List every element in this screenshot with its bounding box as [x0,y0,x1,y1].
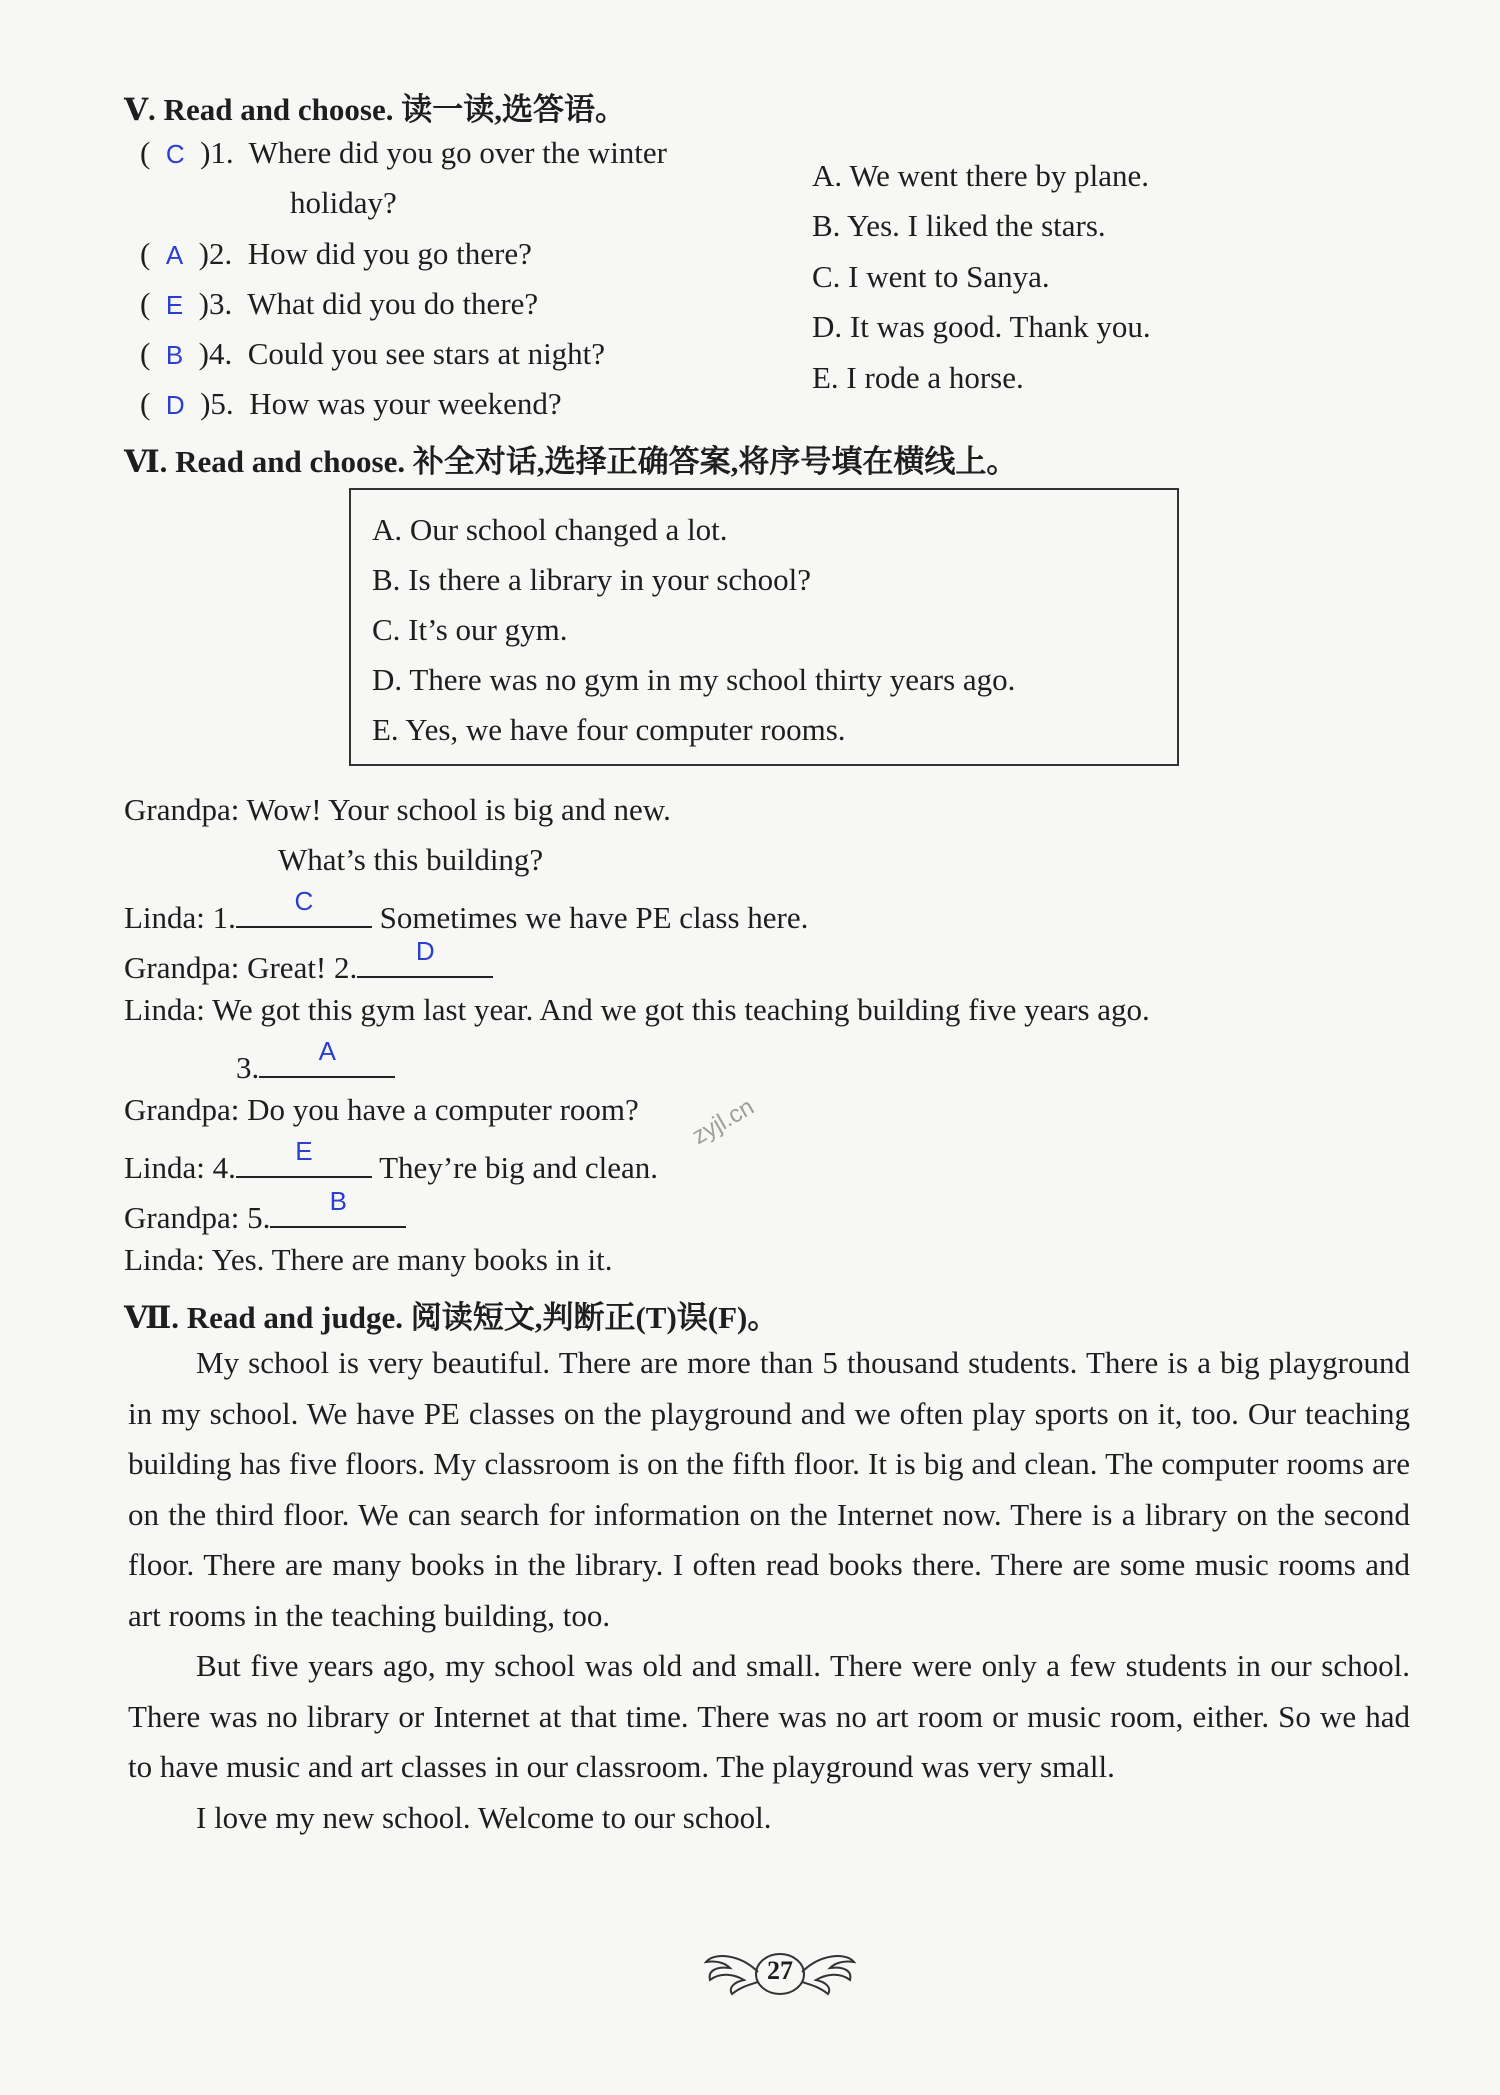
option-a: A. We went there by plane. [812,158,1149,193]
question-4: ( B )4. Could you see stars at night? [140,336,606,371]
option-e: E. I rode a horse. [812,360,1024,395]
q4-number: )4. [198,336,233,371]
speaker-linda: Linda: [124,1150,205,1185]
passage-paragraph-1: My school is very beautiful. There are more than 5 thousand students. There is a big playground in my school. We have PE classes on the playground and we often play sports on it, too. Our teaching building has five floors. My classroom is on the fifth floor. It is big and clean. The computer rooms are on the third floor. We can search for information on the Internet now. There is a library on the second floor. There are many books in the library. I often read books there. There are some music rooms and art rooms in the teaching building, too. [128,1345,1410,1633]
answer-q2: A [165,240,184,270]
speaker-linda: Linda: [124,992,205,1027]
reading-passage [128,1338,1410,1843]
blank-number: 5. [247,1200,271,1235]
dialogue-line-8 [124,1136,658,1186]
speaker-grandpa: Grandpa: [124,1092,240,1127]
page-number: 27 [767,1956,793,1985]
answer-blank-4[interactable] [236,1136,372,1178]
option-d: D. It was good. Thank you. [812,309,1151,344]
option-b: B. Yes. I liked the stars. [812,208,1106,243]
answer-3: A [318,1036,336,1066]
question-5: ( D )5. How was your weekend? [140,386,562,421]
answer-blank-5[interactable] [270,1186,406,1228]
question-1: ( C )1. Where did you go over the winter [140,135,668,170]
answer-q4: B [165,340,184,370]
q2-text: How did you go there? [247,236,532,271]
passage-paragraph-2: But five years ago, my school was old and small. There were only a few students in our school. There was no library or Internet at that time. There was no art room or music room, either. So we had to have music and art classes in our classroom. The playground was very small. [128,1648,1410,1784]
question-2: ( A )2. How did you go there? [140,236,532,271]
dialogue-text: Yes. There are many books in it. [211,1242,613,1277]
answer-5: B [329,1186,348,1216]
q1-text: Where did you go over the winter [248,135,668,170]
dialogue-text: They’re big and clean. [379,1150,658,1185]
q2-number: )2. [198,236,233,271]
q4-text: Could you see stars at night? [247,336,606,371]
dialogue-line-10 [124,1242,612,1278]
q5-number: )5. [200,386,234,421]
answer-2: D [415,936,435,966]
option-c: C. I went to Sanya. [812,259,1050,294]
speaker-linda: Linda: [124,900,205,935]
q3-text: What did you do there? [247,286,539,321]
box-option-a: A. Our school changed a lot. [372,512,728,547]
question-3: ( E )3. What did you do there? [140,286,539,321]
box-option-d: D. There was no gym in my school thirty years ago. [372,662,1016,697]
speaker-linda: Linda: [124,1242,205,1277]
blank-number: 4. [212,1150,236,1185]
dialogue-text: Sometimes we have PE class here. [379,900,809,935]
box-option-c: C. It’s our gym. [372,612,568,647]
answer-blank-3[interactable] [259,1036,395,1078]
dialogue-text: Great! 2. [247,950,358,985]
passage-paragraph-3: I love my new school. Welcome to our school. [196,1799,772,1835]
answer-q1: C [165,139,185,169]
q1-number: )1. [200,135,234,170]
answer-blank-1[interactable] [236,886,372,928]
dialogue-line-6 [236,1036,395,1086]
dialogue-line-1 [124,792,671,828]
q3-number: )3. [198,286,233,321]
box-option-e: E. Yes, we have four computer rooms. [372,712,846,747]
dialogue-line-2: What’s this building? [278,842,544,877]
answer-4: E [295,1136,313,1166]
watermark: zyjl.cn [687,1093,759,1150]
speaker-grandpa: Grandpa: [124,792,240,827]
dialogue-line-7 [124,1092,639,1128]
dialogue-line-9 [124,1186,406,1236]
answer-1: C [294,886,314,916]
section-6-heading: Ⅵ. Read and choose. 补全对话,选择正确答案,将序号填在横线上。 [124,444,1018,479]
dialogue-text: Wow! Your school is big and new. [246,792,671,827]
blank-number: 3. [236,1050,260,1085]
dialogue-text: Do you have a computer room? [247,1092,639,1127]
dialogue-line-3 [124,886,809,936]
answer-blank-2[interactable] [357,936,493,978]
blank-number: 1. [212,900,236,935]
dialogue-text: We got this gym last year. And we got this teaching building five years ago. [212,992,1150,1027]
answer-q3: E [165,290,184,320]
section-7-heading: Ⅶ. Read and judge. 阅读短文,判断正(T)误(F)。 [124,1300,779,1335]
dialogue-line-4 [124,936,493,986]
speaker-grandpa: Grandpa: [124,950,240,985]
section-5-heading: Ⅴ. Read and choose. 读一读,选答语。 [124,92,626,127]
q1-text-cont: holiday? [290,185,397,220]
box-option-b: B. Is there a library in your school? [372,562,812,597]
answer-q5: D [165,390,185,420]
q5-text: How was your weekend? [249,386,562,421]
dialogue-line-5 [124,992,1150,1028]
speaker-grandpa: Grandpa: [124,1200,240,1235]
page-number-ornament [700,1942,860,2002]
